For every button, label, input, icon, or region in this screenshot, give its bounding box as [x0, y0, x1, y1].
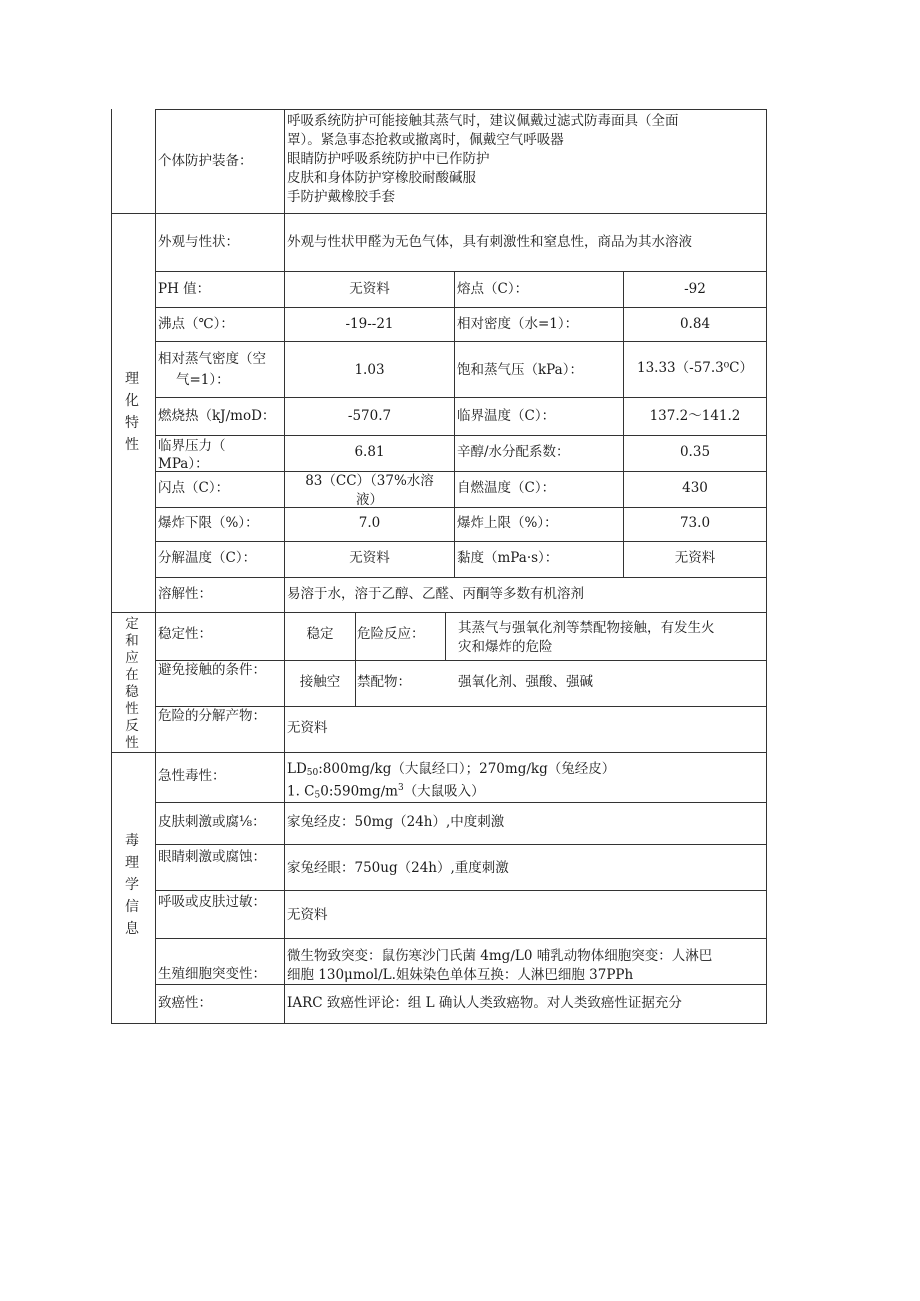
rule	[454, 271, 455, 577]
rule	[112, 752, 766, 753]
carcinogenicity-value: IARC 致癌性评论：组 L 确认人类致癌物。对人类致癌性证据充分	[287, 995, 682, 1011]
rule	[155, 541, 766, 542]
personal-protection-line: 皮肤和身体防护穿橡胶耐酸碱服	[287, 170, 476, 186]
rule	[112, 213, 766, 214]
incompatible-value: 强氧化剂、强酸、强碱	[458, 674, 593, 690]
rule	[155, 507, 766, 508]
property-value: 无资料	[349, 550, 390, 566]
avoid-conditions-value: 接触空	[299, 674, 341, 690]
property-value: 无资料	[349, 281, 390, 297]
personal-protection-line: 呼吸系统防护可能接触其蒸气时，建议佩戴过滤式防毒面具（全面	[287, 113, 679, 129]
solubility-value: 易溶于水，溶于乙醇、乙醛、丙酮等多数有机溶剂	[287, 586, 584, 602]
rule	[155, 577, 766, 578]
stability-value: 稳定	[306, 626, 334, 642]
personal-protection-label: 个体防护装备：	[158, 153, 253, 169]
property-label: 熔点（C）：	[457, 281, 529, 297]
sensitization-label: 呼吸或皮肤过敏：	[158, 894, 266, 910]
property-value: -92	[684, 281, 706, 297]
rule	[155, 271, 766, 272]
property-label: PH 值：	[158, 281, 211, 297]
rule	[155, 435, 766, 436]
section-char: 毒	[125, 833, 139, 849]
property-value: 430	[682, 480, 708, 496]
section-char: 理	[125, 371, 139, 387]
property-value: 83（CC）（37%水溶	[305, 473, 434, 489]
section-title-toxicology	[114, 830, 150, 940]
property-value: 137.2～141.2	[649, 408, 741, 424]
property-value: 73.0	[679, 515, 711, 531]
property-label: 沸点（℃）：	[158, 316, 234, 332]
property-label: 气=1）：	[176, 372, 230, 388]
acute-toxicity-line: $LD_{50}:800mg∕kg$（大鼠经口）；270mg∕kg（兔经皮）	[287, 761, 616, 778]
property-label: 爆炸下限（%）：	[158, 515, 259, 531]
property-label: 自燃温度（C）：	[457, 480, 556, 496]
rule	[155, 938, 766, 939]
property-label: 黏度（mPa·s）：	[457, 550, 559, 566]
germ-cell-line: 细胞 130μmol∕L.姐妹染色单体互换：人淋巴细胞 37PPh	[287, 967, 634, 983]
rule	[355, 612, 356, 706]
appearance-value: 外观与性状甲醛为无色气体，具有刺激性和窒息性，商品为其水溶液	[287, 234, 692, 250]
rule	[155, 109, 766, 110]
skin-irritation-label: 皮肤刺激或腐⅛：	[158, 814, 266, 830]
property-value: -19--21	[345, 316, 394, 332]
section-char: 学	[125, 877, 139, 893]
section-char: 应	[125, 650, 139, 666]
property-label: 辛醇/水分配系数：	[457, 444, 570, 460]
rule	[155, 890, 766, 891]
solubility-label: 溶解性：	[158, 586, 212, 602]
property-label: 相对蒸气密度（空	[158, 351, 266, 367]
property-label: MPa）：	[158, 456, 209, 470]
section-char: 反	[125, 718, 139, 734]
property-value: 1.03	[354, 362, 385, 378]
rule	[155, 307, 766, 308]
rule	[284, 109, 285, 213]
germ-cell-label: 生殖细胞突变性：	[158, 966, 266, 982]
rule	[155, 471, 766, 472]
stability-label: 稳定性：	[158, 626, 212, 642]
personal-protection-line: 眼睛防护呼吸系统防护中已作防护	[287, 151, 490, 167]
property-label: 分解温度（C）：	[158, 550, 257, 566]
section-char: 特	[125, 415, 139, 431]
acute-toxicity-label: 急性毒性：	[158, 768, 226, 784]
germ-cell-line: 微生物致突变：鼠伤寒沙门氏菌 4mg∕L0 哺乳动物体细胞突变：人淋巴	[287, 948, 713, 964]
property-value: 6.81	[354, 444, 385, 460]
property-value: 13.33（-57.3⁰C）	[636, 360, 753, 376]
property-label: 燃烧热（kJ∕moD：	[158, 408, 276, 424]
section-char: 定	[125, 616, 139, 632]
rule	[155, 341, 766, 342]
property-label: 饱和蒸气压（kPa）：	[457, 362, 583, 378]
rule	[284, 213, 285, 271]
section-char: 性	[125, 437, 139, 453]
rule	[112, 612, 766, 613]
property-value: 0.84	[679, 316, 711, 332]
clipped-cell	[156, 455, 284, 470]
section-title-stability	[114, 616, 150, 752]
property-value: 7.0	[358, 515, 381, 531]
rule	[155, 109, 156, 1023]
property-label: 相对密度（水=1）：	[457, 316, 579, 332]
property-label: 临界温度（C）：	[457, 408, 556, 424]
clipped-cell	[285, 491, 454, 506]
appearance-label: 外观与性状：	[158, 234, 239, 250]
decomposition-value: 无资料	[287, 720, 328, 736]
property-value: 无资料	[674, 550, 716, 566]
property-value: -570.7	[347, 408, 392, 424]
property-label: 闪点（C）：	[158, 480, 230, 496]
property-label: 临界压力（	[158, 438, 226, 454]
rule	[155, 397, 766, 398]
sensitization-value: 无资料	[287, 907, 328, 923]
hazard-reaction-line: 其蒸气与强氧化剂等禁配物接触，有发生火	[458, 620, 715, 636]
incompatible-label: 禁配物：	[357, 674, 411, 690]
acute-toxicity-line: 1. $C_50:590mg∕m^3$（大鼠吸入）	[287, 783, 485, 801]
rule	[155, 844, 766, 845]
section-char: 化	[125, 393, 139, 409]
rule	[445, 612, 446, 660]
section-char: 理	[125, 855, 139, 871]
hazard-reaction-label: 危险反应：	[357, 626, 425, 642]
rule	[284, 752, 285, 1023]
section-char: 性	[125, 735, 139, 751]
eye-irritation-value: 家兔经眼：750ug（24h）,重度刺激	[287, 860, 509, 876]
carcinogenicity-label: 致癌性：	[158, 995, 212, 1011]
personal-protection-line: 罩）。紧急事态抢救或撤离时，佩戴空气呼吸器	[287, 132, 564, 148]
data-sheet-table	[111, 109, 767, 1024]
personal-protection-line: 手防护戴橡胶手套	[287, 189, 395, 205]
section-char: 信	[125, 899, 139, 915]
avoid-conditions-label: 避免接触的条件：	[158, 662, 266, 678]
decomposition-label: 危险的分解产物：	[158, 708, 266, 724]
section-title-physchem	[114, 368, 150, 456]
rule	[284, 577, 285, 612]
section-char: 性	[125, 701, 139, 717]
section-char: 在	[125, 667, 139, 683]
section-char: 稳	[125, 684, 139, 700]
section-char: 息	[125, 921, 139, 937]
property-value: 0.35	[679, 444, 711, 460]
property-value: 液）	[356, 492, 383, 506]
skin-irritation-value: 家兔经皮：50mg（24h）,中度刺激	[287, 814, 505, 830]
eye-irritation-label: 眼睛刺激或腐蚀：	[158, 849, 266, 865]
section-char: 和	[125, 633, 139, 649]
hazard-reaction-line: 灾和爆炸的危险	[458, 639, 553, 655]
property-label: 爆炸上限（%）：	[457, 515, 558, 531]
